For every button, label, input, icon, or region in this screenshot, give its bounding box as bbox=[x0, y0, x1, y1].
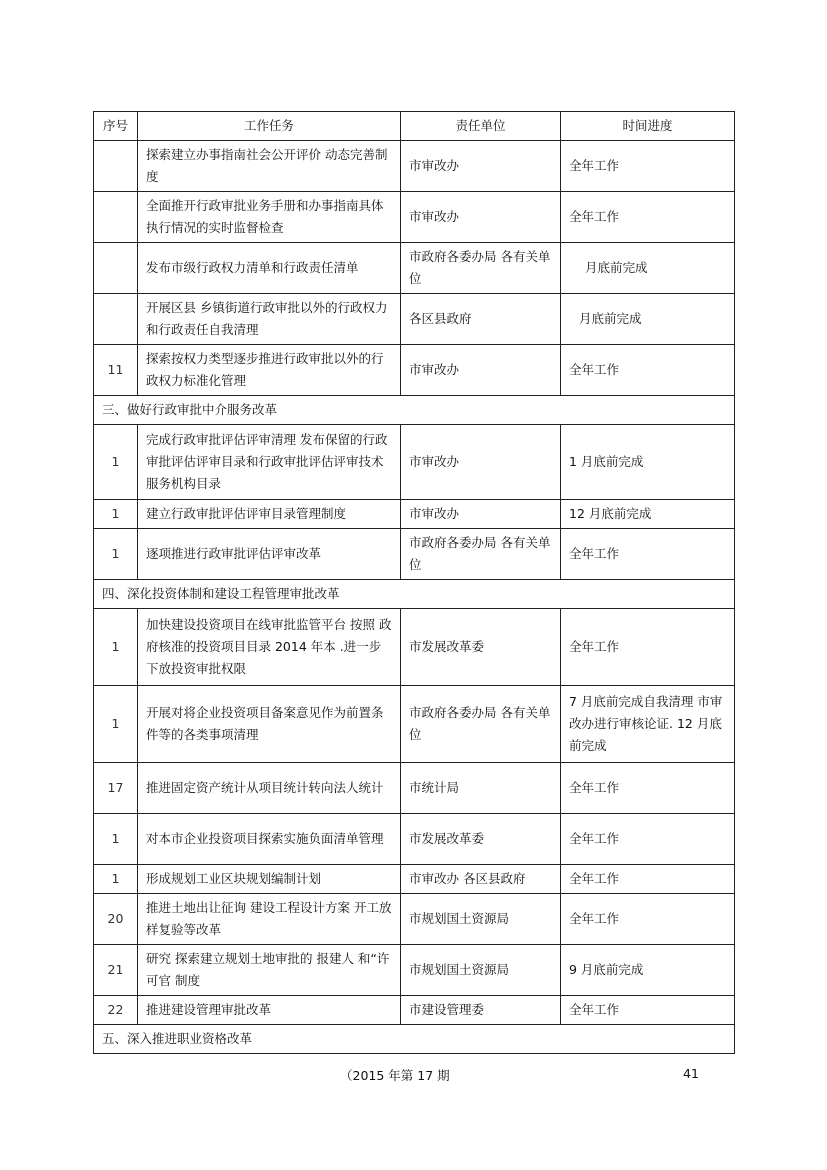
row-time: 全年工作 bbox=[561, 192, 735, 243]
table-header-row bbox=[94, 112, 735, 141]
table-row bbox=[94, 294, 735, 345]
row-time: 7 月底前完成自我清理 市审改办进行审核论证. 12 月底前完成 bbox=[561, 686, 735, 763]
row-task: 推进土地出让征询 建设工程设计方案 开工放样复验等改革 bbox=[138, 894, 401, 945]
row-task: 发布市级行政权力清单和行政责任清单 bbox=[138, 243, 401, 294]
table-row bbox=[94, 814, 735, 865]
row-task: 完成行政审批评估评审清理 发布保留的行政审批评估评审目录和行政审批评估评审技术服务机构目录 bbox=[138, 425, 401, 500]
row-unit: 市政府各委办局 各有关单位 bbox=[401, 243, 561, 294]
section-title: 四、深化投资体制和建设工程管理审批改革 bbox=[94, 580, 735, 609]
row-unit: 各区县政府 bbox=[401, 294, 561, 345]
header-time: 时间进度 bbox=[561, 112, 735, 141]
row-time: 全年工作 bbox=[561, 996, 735, 1025]
row-unit: 市政府各委办局 各有关单位 bbox=[401, 686, 561, 763]
table-row bbox=[94, 243, 735, 294]
row-num bbox=[94, 141, 138, 192]
table-row bbox=[94, 345, 735, 396]
section-title: 五、深入推进职业资格改革 bbox=[94, 1025, 735, 1054]
row-unit: 市规划国土资源局 bbox=[401, 894, 561, 945]
table-row bbox=[94, 686, 735, 763]
row-task: 加快建设投资项目在线审批监管平台 按照 政府核准的投资项目目录 2014 年本 .进一步下放投资审批权限 bbox=[138, 609, 401, 686]
section-title: 三、做好行政审批中介服务改革 bbox=[94, 396, 735, 425]
row-unit: 市建设管理委 bbox=[401, 996, 561, 1025]
row-unit: 市审改办 bbox=[401, 141, 561, 192]
row-time: 12 月底前完成 bbox=[561, 500, 735, 529]
row-task: 推进建设管理审批改革 bbox=[138, 996, 401, 1025]
row-task: 探索按权力类型逐步推进行政审批以外的行政权力标准化管理 bbox=[138, 345, 401, 396]
row-task: 建立行政审批评估评审目录管理制度 bbox=[138, 500, 401, 529]
table-row bbox=[94, 865, 735, 894]
row-task: 探索建立办事指南社会公开评价 动态完善制度 bbox=[138, 141, 401, 192]
task-table bbox=[93, 111, 735, 1054]
row-time: 全年工作 bbox=[561, 865, 735, 894]
table-row bbox=[94, 141, 735, 192]
row-unit: 市规划国土资源局 bbox=[401, 945, 561, 996]
row-time: 9 月底前完成 bbox=[561, 945, 735, 996]
row-num: 1 bbox=[94, 609, 138, 686]
row-num: 20 bbox=[94, 894, 138, 945]
header-num: 序号 bbox=[94, 112, 138, 141]
row-time: 全年工作 bbox=[561, 609, 735, 686]
row-task: 开展区县 乡镇街道行政审批以外的行政权力和行政责任自我清理 bbox=[138, 294, 401, 345]
row-time: 月底前完成 bbox=[561, 294, 735, 345]
row-num: 1 bbox=[94, 686, 138, 763]
row-num: 17 bbox=[94, 763, 138, 814]
table-row bbox=[94, 425, 735, 500]
row-num: 1 bbox=[94, 500, 138, 529]
section-row bbox=[94, 580, 735, 609]
header-task: 工作任务 bbox=[138, 112, 401, 141]
row-unit: 市发展改革委 bbox=[401, 609, 561, 686]
row-task: 对本市企业投资项目探索实施负面清单管理 bbox=[138, 814, 401, 865]
row-time: 全年工作 bbox=[561, 763, 735, 814]
row-unit: 市政府各委办局 各有关单位 bbox=[401, 529, 561, 580]
table-row bbox=[94, 763, 735, 814]
row-num: 1 bbox=[94, 529, 138, 580]
row-time: 全年工作 bbox=[561, 814, 735, 865]
row-unit: 市统计局 bbox=[401, 763, 561, 814]
row-time: 全年工作 bbox=[561, 894, 735, 945]
row-task: 开展对将企业投资项目备案意见作为前置条件等的各类事项清理 bbox=[138, 686, 401, 763]
row-num: 1 bbox=[94, 865, 138, 894]
row-task: 全面推开行政审批业务手册和办事指南具体执行情况的实时监督检查 bbox=[138, 192, 401, 243]
row-num bbox=[94, 243, 138, 294]
row-unit: 市审改办 各区县政府 bbox=[401, 865, 561, 894]
row-num: 11 bbox=[94, 345, 138, 396]
section-row bbox=[94, 1025, 735, 1054]
header-unit: 责任单位 bbox=[401, 112, 561, 141]
row-unit: 市审改办 bbox=[401, 192, 561, 243]
row-unit: 市审改办 bbox=[401, 345, 561, 396]
issue-label: （2015 年第 17 期 bbox=[340, 1068, 450, 1083]
row-num: 1 bbox=[94, 425, 138, 500]
table-row bbox=[94, 500, 735, 529]
table-row bbox=[94, 609, 735, 686]
row-unit: 市发展改革委 bbox=[401, 814, 561, 865]
row-num bbox=[94, 294, 138, 345]
row-num: 1 bbox=[94, 814, 138, 865]
row-num bbox=[94, 192, 138, 243]
table-row bbox=[94, 192, 735, 243]
row-num: 22 bbox=[94, 996, 138, 1025]
table-row bbox=[94, 996, 735, 1025]
table-row bbox=[94, 529, 735, 580]
section-row bbox=[94, 396, 735, 425]
row-time: 1 月底前完成 bbox=[561, 425, 735, 500]
row-task: 形成规划工业区块规划编制计划 bbox=[138, 865, 401, 894]
row-time: 月底前完成 bbox=[561, 243, 735, 294]
row-time: 全年工作 bbox=[561, 345, 735, 396]
row-time: 全年工作 bbox=[561, 529, 735, 580]
row-num: 21 bbox=[94, 945, 138, 996]
row-time: 全年工作 bbox=[561, 141, 735, 192]
row-task: 研究 探索建立规划土地审批的 报建人 和“许可官 制度 bbox=[138, 945, 401, 996]
row-task: 逐项推进行政审批评估评审改革 bbox=[138, 529, 401, 580]
row-task: 推进固定资产统计从项目统计转向法人统计 bbox=[138, 763, 401, 814]
row-unit: 市审改办 bbox=[401, 500, 561, 529]
table-row bbox=[94, 945, 735, 996]
table-row bbox=[94, 894, 735, 945]
page-number: 41 bbox=[683, 1066, 699, 1081]
row-unit: 市审改办 bbox=[401, 425, 561, 500]
